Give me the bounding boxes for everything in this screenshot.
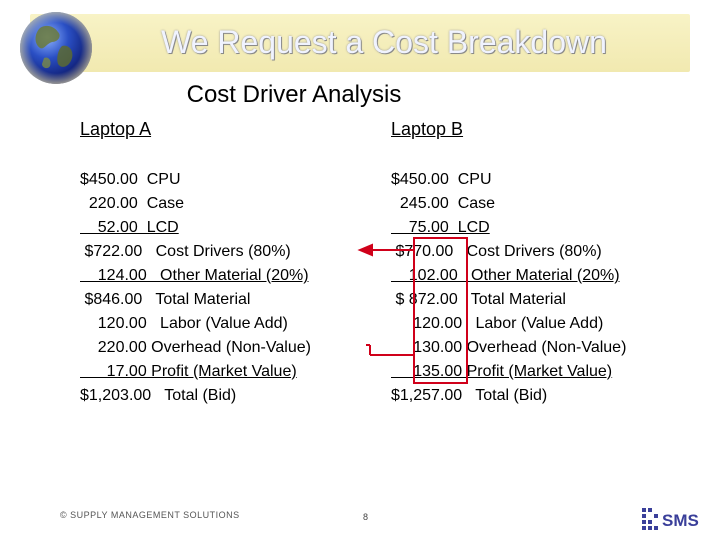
laptop-a-line-overhead: 220.00 Overhead (Non-Value) — [80, 339, 311, 356]
laptop-a-heading: Laptop A — [80, 119, 152, 139]
laptop-b-line-lcd: 75.00 LCD — [391, 219, 490, 236]
laptop-a-line-cpu: $450.00 CPU — [80, 171, 181, 188]
laptop-b-line-total-material: $ 872.00 Total Material — [391, 291, 566, 308]
laptop-a-line-total-material: $846.00 Total Material — [80, 291, 251, 308]
laptop-a-line-labor: 120.00 Labor (Value Add) — [80, 315, 288, 332]
laptop-b-line-total-bid: $1,257.00 Total (Bid) — [391, 387, 548, 404]
arrow-icons — [356, 240, 418, 360]
laptop-b-line-cpu: $450.00 CPU — [391, 171, 492, 188]
laptop-a-line-total-bid: $1,203.00 Total (Bid) — [80, 387, 237, 404]
laptop-a-breakdown — [80, 168, 311, 408]
laptop-a-line-profit: 17.00 Profit (Market Value) — [80, 363, 297, 380]
laptop-a-line-case: 220.00 Case — [80, 195, 185, 212]
footer-copyright: © SUPPLY MANAGEMENT SOLUTIONS — [60, 510, 240, 520]
sms-logo-icon — [640, 505, 712, 531]
slide-title: We Request a Cost Breakdown — [161, 24, 607, 60]
slide-subtitle: Cost Driver Analysis — [186, 81, 402, 108]
laptop-b-heading: Laptop B — [391, 119, 464, 139]
laptop-b-line-cost-drivers: $770.00 Cost Drivers (80%) — [391, 243, 602, 260]
laptop-b-line-case: 245.00 Case — [391, 195, 496, 212]
laptop-b-line-profit: 135.00 Profit (Market Value) — [391, 363, 613, 380]
laptop-a-line-lcd: 52.00 LCD — [80, 219, 179, 236]
highlight-box-laptop-b — [413, 237, 468, 384]
sms-logo-text: SMS — [662, 511, 699, 530]
laptop-b-line-labor: 120.00 Labor (Value Add) — [391, 315, 604, 332]
laptop-a-line-cost-drivers: $722.00 Cost Drivers (80%) — [80, 243, 291, 260]
laptop-b-line-overhead: 130.00 Overhead (Non-Value) — [391, 339, 627, 356]
laptop-a-line-other-material: 124.00 Other Material (20%) — [80, 267, 309, 284]
page-number: 8 — [363, 512, 369, 522]
laptop-b-line-other-material: 102.00 Other Material (20%) — [391, 267, 620, 284]
